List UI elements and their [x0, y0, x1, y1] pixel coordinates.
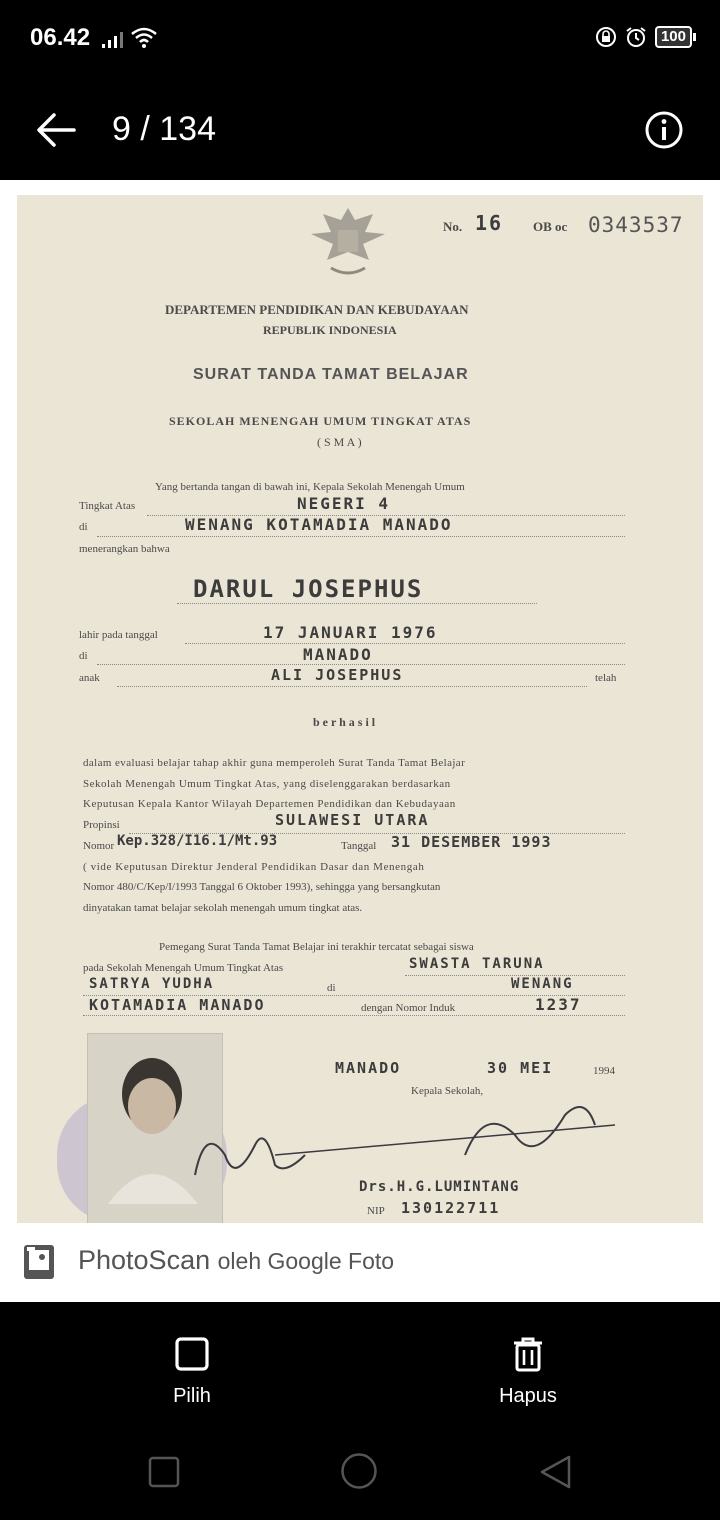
select-label: Pilih — [173, 1385, 211, 1407]
battery-indicator: 100 — [655, 26, 692, 48]
birth-date-label: lahir pada tanggal — [79, 629, 158, 641]
photoscan-icon — [22, 1243, 56, 1281]
wifi-icon — [130, 26, 158, 50]
status-bar — [0, 0, 720, 80]
school-name: NEGERI 4 — [297, 494, 391, 513]
photoscan-label — [78, 1245, 394, 1276]
di-label: di — [79, 521, 88, 533]
birth-place: MANADO — [303, 645, 373, 664]
di3-label: di — [327, 982, 336, 994]
department-line-1: DEPARTEMEN PENDIDIKAN DAN KEBUDAYAAN — [165, 302, 469, 317]
photoscan-product: PhotoScan — [78, 1245, 211, 1275]
last-school-line-2: SATRYA YUDHA — [89, 976, 215, 992]
info-icon[interactable] — [644, 110, 684, 150]
berhasil-label: b e r h a s i l — [313, 715, 376, 729]
photo-viewer[interactable] — [0, 180, 720, 1302]
kepala-label: Kepala Sekolah, — [411, 1085, 484, 1097]
birth-date: 17 JANUARI 1976 — [263, 623, 438, 642]
garuda-emblem-icon — [303, 200, 393, 282]
action-bar — [0, 1302, 720, 1420]
student-name: DARUL JOSEPHUS — [193, 575, 424, 603]
alarm-icon — [625, 26, 647, 48]
menerangkan-text: menerangkan bahwa — [79, 543, 170, 555]
certificate-title: SURAT TANDA TAMAT BELAJAR — [193, 366, 469, 383]
sign-date: 30 MEI — [487, 1059, 554, 1077]
no-label: No. — [443, 219, 463, 234]
paragraph-1-line-3: Keputusan Kepala Kantor Wilayah Departemen Pendidikan dan Kebudayaan — [83, 798, 456, 810]
di2-label: di — [79, 650, 88, 662]
nomor-label: Nomor — [83, 840, 115, 852]
paragraph-3-line-2: pada Sekolah Menengah Umum Tingkat Atas — [83, 962, 284, 974]
school-type: SEKOLAH MENENGAH UMUM TINGKAT ATAS — [169, 414, 472, 428]
checkbox-icon — [174, 1336, 210, 1372]
paragraph-2-line-1: ( vide Keputusan Direktur Jenderal Pendidikan Dasar dan Menengah — [83, 861, 425, 873]
tingkat-label: Tingkat Atas — [79, 500, 136, 512]
lock-rotation-icon — [595, 26, 617, 48]
recents-icon[interactable] — [148, 1456, 180, 1488]
trash-icon — [510, 1336, 546, 1372]
last-school-location: WENANG — [511, 976, 574, 992]
home-icon[interactable] — [340, 1452, 378, 1490]
signal-icon — [102, 30, 124, 48]
scanned-certificate — [17, 195, 703, 1223]
tanggal-label: Tanggal — [341, 840, 377, 852]
app-bar — [0, 80, 720, 180]
photo-counter: 9 / 134 — [112, 110, 216, 148]
photoscan-branding[interactable] — [0, 1223, 720, 1302]
school-abbreviation: ( S M A ) — [317, 435, 362, 449]
decree-date: 31 DESEMBER 1993 — [391, 833, 552, 851]
back-arrow-icon[interactable] — [34, 110, 78, 150]
paragraph-3-line-1: Pemegang Surat Tanda Tamat Belajar ini terakhir tercatat sebagai siswa — [159, 941, 474, 953]
ob-label: OB oc — [533, 219, 568, 234]
clock: 06.42 — [30, 24, 91, 51]
paragraph-2-line-2: Nomor 480/C/Kep/I/1993 Tanggal 6 Oktober 1993), sehingga yang bersangkutan — [83, 881, 441, 893]
sign-year: 1994 — [593, 1065, 615, 1077]
school-location: WENANG KOTAMADIA MANADO — [185, 515, 453, 534]
paragraph-1-line-2: Sekolah Menengah Umum Tingkat Atas, yang diselenggarakan berdasarkan — [83, 778, 451, 790]
certificate-number: 16 — [475, 211, 504, 235]
province: SULAWESI UTARA — [275, 811, 430, 829]
intro-text: Yang bertanda tangan di bawah ini, Kepala Sekolah Menengah Umum — [155, 481, 465, 493]
department-line-2: REPUBLIK INDONESIA — [263, 323, 397, 337]
parent-name: ALI JOSEPHUS — [271, 666, 404, 684]
serial-number: 0343537 — [588, 213, 684, 237]
delete-label: Hapus — [499, 1385, 557, 1407]
propinsi-label: Propinsi — [83, 819, 120, 831]
delete-button[interactable] — [468, 1336, 588, 1408]
paragraph-2-line-3: dinyatakan tamat belajar sekolah menengah umum tingkat atas. — [83, 902, 363, 914]
sign-city: MANADO — [335, 1059, 402, 1077]
last-school-line-1: SWASTA TARUNA — [409, 956, 545, 972]
decree-number: Kep.328/I16.1/Mt.93 — [117, 833, 278, 849]
back-nav-icon[interactable] — [538, 1454, 572, 1490]
system-nav-bar — [0, 1420, 720, 1520]
anak-label: anak — [79, 672, 100, 684]
nip-number: 130122711 — [401, 1199, 501, 1217]
last-school-location-2: KOTAMADIA MANADO — [89, 996, 266, 1014]
paragraph-1-line-1: dalam evaluasi belajar tahap akhir guna memperoleh Surat Tanda Tamat Belajar — [83, 757, 466, 769]
induk-number: 1237 — [535, 995, 582, 1014]
induk-label: dengan Nomor Induk — [361, 1002, 456, 1014]
principal-name: Drs.H.G.LUMINTANG — [359, 1179, 520, 1195]
photoscan-suffix: oleh Google Foto — [217, 1248, 395, 1274]
nip-label: NIP — [367, 1205, 385, 1217]
select-button[interactable] — [132, 1336, 252, 1408]
telah-label: telah — [595, 672, 617, 684]
